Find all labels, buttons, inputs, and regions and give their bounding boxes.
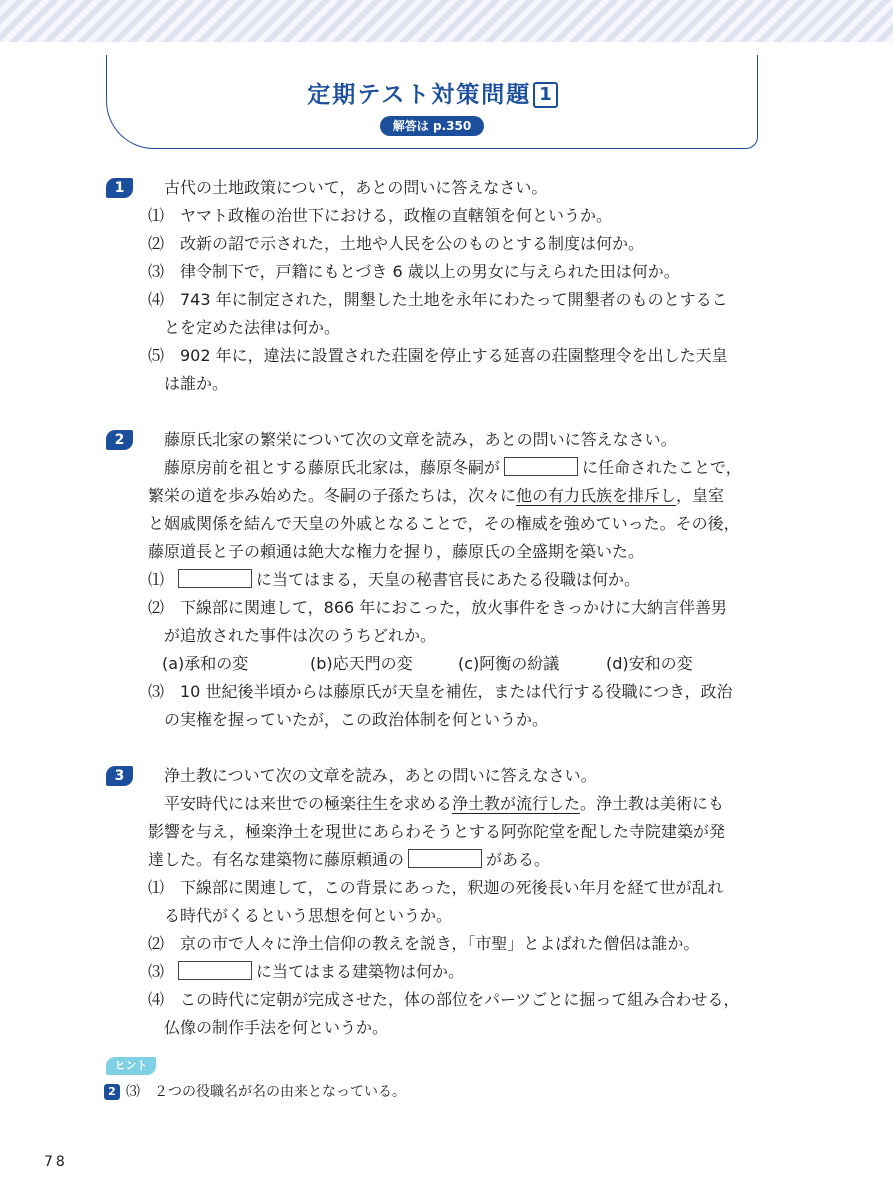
question-2-prompt: 藤原氏北家の繁栄について次の文章を読み，あとの問いに答えなさい。 <box>164 430 677 449</box>
underlined-phrase: 浄土教が流行した <box>452 794 581 813</box>
question-1-prompt: 古代の土地政策について，あとの問いに答えなさい。 <box>164 178 548 197</box>
q1-item-4-line-2: とを定めた法律は何か。 <box>164 318 341 337</box>
header-stripe <box>0 0 893 42</box>
q3-item-2: ⑵ 京の市で人々に浄土信仰の教えを説き，「市聖」とよばれた僧侶は誰か。 <box>148 934 700 953</box>
q3-passage-line-1: 平安時代には来世での極楽往生を求める浄土教が流行した。浄土教は美術にも <box>164 794 725 813</box>
q3-passage-line-2: 影響を与え，極楽浄土を現世にあらわそうとする阿弥陀堂を配した寺院建築が発 <box>148 822 725 841</box>
q3-item-1-line-1: ⑴ 下線部に関連して，この背景にあった，釈迦の死後長い年月を経て世が乱れ <box>148 878 724 897</box>
q2-item-1: ⑴ に当てはまる，天皇の秘書官長にあたる役職は何か。 <box>148 570 641 589</box>
q1-item-4-line-1: ⑷ 743 年に制定された，開墾した土地を永年にわたって開墾者のものとするこ <box>148 290 728 309</box>
q1-item-3: ⑶ 律令制下で，戸籍にもとづき 6 歳以上の男女に与えられた田は何か。 <box>148 262 680 281</box>
hint-label: ヒント <box>106 1057 156 1075</box>
answer-blank <box>178 569 252 588</box>
q2-item-3-line-1: ⑶ 10 世紀後半頃からは藤原氏が天皇を補佐，または代行する役職につき，政治 <box>148 682 733 701</box>
answer-blank <box>178 961 252 980</box>
q2-item-2-line-2: が追放された事件は次のうちどれか。 <box>164 626 437 645</box>
q3-item-3: ⑶ に当てはまる建築物は何か。 <box>148 962 465 981</box>
q2-passage-line-3: と姻戚関係を結んで天皇の外戚となることで，その権威を強めていった。その後， <box>148 514 740 533</box>
underlined-phrase: 他の有力氏族を排斥し <box>516 486 677 505</box>
page-number: 78 <box>44 1154 68 1170</box>
answer-blank <box>504 457 578 476</box>
answer-reference-badge: 解答は p.350 <box>380 116 484 136</box>
question-3-badge: 3 <box>106 766 133 786</box>
q1-item-2: ⑵ 改新の詔で示された，土地や人民を公のものとする制度は何か。 <box>148 234 645 253</box>
q1-item-5-line-1: ⑸ 902 年に，違法に設置された荘園を停止する延喜の荘園整理令を出した天皇 <box>148 346 728 365</box>
q1-item-5-line-2: は誰か。 <box>164 374 229 393</box>
q2-item-3-line-2: の実権を握っていたが，この政治体制を何というか。 <box>164 710 549 729</box>
q3-item-4-line-2: 仏像の制作手法を何というか。 <box>164 1018 389 1037</box>
choice-a: (a)承和の変 <box>162 654 249 673</box>
q2-passage-line-4: 藤原道長と子の頼通は絶大な権力を握り，藤原氏の全盛期を築いた。 <box>148 542 645 561</box>
q1-item-1: ⑴ ヤマト政権の治世下における，政権の直轄領を何というか。 <box>148 206 613 225</box>
question-3-prompt: 浄土教について次の文章を読み，あとの問いに答えなさい。 <box>164 766 597 785</box>
question-2-badge: 2 <box>106 430 133 450</box>
choice-d: (d)安和の変 <box>606 654 693 673</box>
q3-item-4-line-1: ⑷ この時代に定朝が完成させた，体の部位をパーツごとに掘って組み合わせる， <box>148 990 740 1009</box>
q2-passage-line-2: 繁栄の道を歩み始めた。冬嗣の子孫たちは，次々に他の有力氏族を排斥し，皇室 <box>148 486 725 505</box>
q3-passage-line-3: 達した。有名な建築物に藤原頼通の がある。 <box>148 850 551 869</box>
hint-text: ⑶ ２つの役職名が名の由来となっている。 <box>126 1084 406 1100</box>
hint-question-badge: 2 <box>104 1084 120 1100</box>
answer-blank <box>408 849 482 868</box>
q3-item-1-line-2: る時代がくるという思想を何というか。 <box>164 906 453 925</box>
q2-item-2-line-1: ⑵ 下線部に関連して，866 年におこった，放火事件をきっかけに大納言伴善男 <box>148 598 727 617</box>
title-number: 1 <box>533 82 558 108</box>
page-title <box>0 76 865 109</box>
question-1-badge: 1 <box>106 178 133 198</box>
choice-b: (b)応天門の変 <box>310 654 413 673</box>
q2-passage-line-1: 藤原房前を祖とする藤原氏北家は，藤原冬嗣が に任命されたことで， <box>164 458 742 477</box>
title-text: 定期テスト対策問題 <box>307 82 532 108</box>
choice-c: (c)阿衡の紛議 <box>458 654 560 673</box>
